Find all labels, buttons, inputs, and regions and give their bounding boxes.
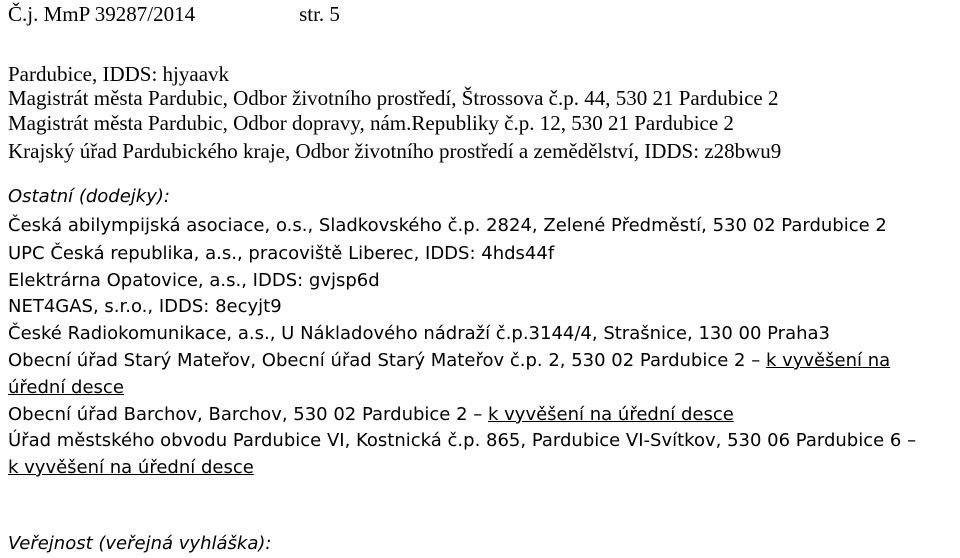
other-recipient-line: NET4GAS, s.r.o., IDDS: 8ecyjt9 — [8, 296, 282, 317]
recipient-line: Krajský úřad Pardubického kraje, Odbor životního prostředí a zemědělství, IDDS: z28bwu9 — [8, 139, 782, 163]
recipient-line: Magistrát města Pardubic, Odbor životního prostředí, Štrossova č.p. 44, 530 21 Pardubice 2 — [8, 86, 779, 110]
barchov-line — [8, 406, 734, 424]
starymaterov-line — [8, 352, 890, 370]
public-heading: Veřejnost (veřejná vyhláška): — [8, 533, 272, 554]
others-heading: Ostatní (dodejky): — [8, 186, 170, 207]
other-recipient-line: UPC Česká republika, a.s., pracoviště Liberec, IDDS: 4hds44f — [8, 243, 555, 264]
notice-board-note: k vyvěšení na — [765, 350, 891, 371]
notice-board-note: k vyvěšení na úřední desce — [488, 404, 734, 425]
other-recipient-line: České Radiokomunikace, a.s., U Nákladového nádraží č.p.3144/4, Strašnice, 130 00 Praha3 — [8, 323, 831, 344]
barchov-text: Obecní úřad Barchov, Barchov, 530 02 Pardubice 2 – — [8, 404, 488, 425]
page-number: str. 5 — [299, 2, 340, 26]
umo6-line: Úřad městského obvodu Pardubice VI, Kostnická č.p. 865, Pardubice VI-Svítkov, 530 06 Pardubice 6 – — [8, 430, 917, 451]
recipient-line: Magistrát města Pardubic, Odbor dopravy, nám.Republiky č.p. 12, 530 21 Pardubice 2 — [8, 111, 734, 135]
notice-board-note: úřední desce — [8, 377, 124, 398]
reference-number: Č.j. MmP 39287/2014 — [8, 2, 196, 26]
document-header — [8, 4, 340, 25]
starymaterov-text: Obecní úřad Starý Mateřov, Obecní úřad Starý Mateřov č.p. 2, 530 02 Pardubice 2 – — [8, 350, 766, 371]
other-recipient-line: Česká abilympijská asociace, o.s., Sladkovského č.p. 2824, Zelené Předměstí, 530 02 Pardubice 2 — [8, 215, 887, 236]
other-recipient-line: Elektrárna Opatovice, a.s., IDDS: gvjsp6d — [8, 270, 380, 291]
recipient-line: Pardubice, IDDS: hjyaavk — [8, 62, 230, 86]
notice-board-note: k vyvěšení na úřední desce — [8, 457, 254, 478]
